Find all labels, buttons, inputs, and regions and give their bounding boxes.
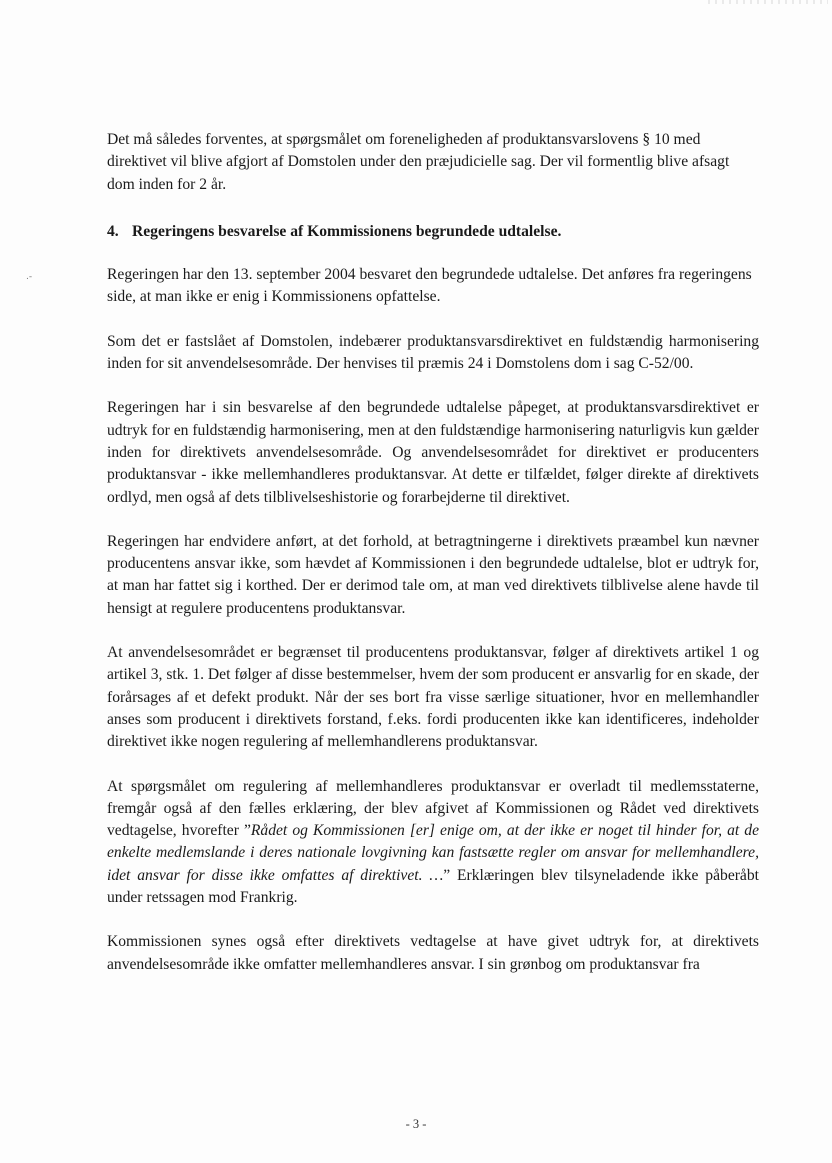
paragraph-7 <box>107 776 759 910</box>
paragraph-7-outro: ” Erklæringen blev tilsyneladende ikke påberåbt under retssagen mod Frankrig. <box>107 866 759 907</box>
section-heading-text: Regeringens besvarelse af Kommissionens begrundede udtalelse. <box>132 222 562 240</box>
scan-artifact <box>708 0 828 4</box>
paragraph-7-quote: Rådet og Kommissionen [er] enige om, at der ikke er noget til hinder for, at de enkelte medlemslande i deres nationale lovgivning kan fastsætte regler om ansvar for mellemhandlere, idet ansvar for disse ikke omfattes af direktivet. … <box>107 822 759 884</box>
paragraph-4: Regeringen har i sin besvarelse af den begrundede udtalelse påpeget, at produktansvarsdirektivet er udtryk for en fuldstændig harmonisering, men at den fuldstændige harmonisering naturligvis kun gælder inden for direktivets anvendelsesområde. Og anvendelsesområdet for direktivet er producenters produktansvar - ikke mellemhandleres produktansvar. At dette er tilfældet, følger direkte af direktivets ordlyd, men også af dets tilblivelseshistorie og forarbejderne til direktivet. <box>107 399 759 506</box>
paragraph-7-intro: At spørgsmålet om regulering af mellemhandleres produktansvar er overladt til medlemsstaterne, fremgår også af den fælles erklæring, der blev afgivet af Kommissionen og Rådet ved direktivets vedtagelse, hvorefter ” <box>107 777 759 840</box>
page-number: - 3 - <box>405 1117 427 1131</box>
paragraph-5: Regeringen har endvidere anført, at det forhold, at betragtningerne i direktivets præambel kun nævner producentens ansvar ikke, som hævdet af Kommissionen i den begrundede udtalelse, blot er udtryk for, at man har fattet sig i korthed. Der er derimod tale om, at man ved direktivets tilblivelse alene havde til hensigt at regulere producentens produktansvar. <box>107 532 759 617</box>
paragraph-6: At anvendelsesområdet er begrænset til producentens produktansvar, følger af direktivets artikel 1 og artikel 3, stk. 1. Det følger af disse bestemmelser, hvem der som producent er ansvarlig for en skade, der forårsages af et defekt produkt. Når der ses bort fra visse særlige situationer, hvor en mellemhandler anses som producent i direktivets forstand, f.eks. fordi producenten ikke kan identificeres, indeholder direktivet ikke nogen regulering af mellemhandlerens produktansvar. <box>107 644 759 751</box>
paragraph-2: Regeringen har den 13. september 2004 besvaret den begrundede udtalelse. Det anføres fra regeringens side, at man ikke er enig i Kommissionens opfattelse. <box>107 266 752 306</box>
section-heading-number: 4. <box>107 222 119 240</box>
section-heading <box>107 221 759 243</box>
paragraph-3: Som det er fastslået af Domstolen, indebærer produktansvarsdirektivet en fuldstændig harmonisering inden for sit anvendelsesområde. Der henvises til præmis 24 i Domstolens dom i sag C-52/00. <box>107 332 759 373</box>
paragraph-8: Kommissionen synes også efter direktivets vedtagelse at have givet udtryk for, at direktivets anvendelsesområde ikke omfatter mellemhandleres ansvar. I sin grønbog om produktansvar fra <box>107 933 759 973</box>
scan-speck: .- <box>26 272 33 282</box>
paragraph-1: Det må således forventes, at spørgsmålet om foreneligheden af produktansvarslovens § 10 med direktivet vil blive afgjort af Domstolen under den præjudicielle sag. Der vil formentlig blive afsagt dom inden for 2 år. <box>107 131 730 193</box>
document-body <box>107 129 759 976</box>
